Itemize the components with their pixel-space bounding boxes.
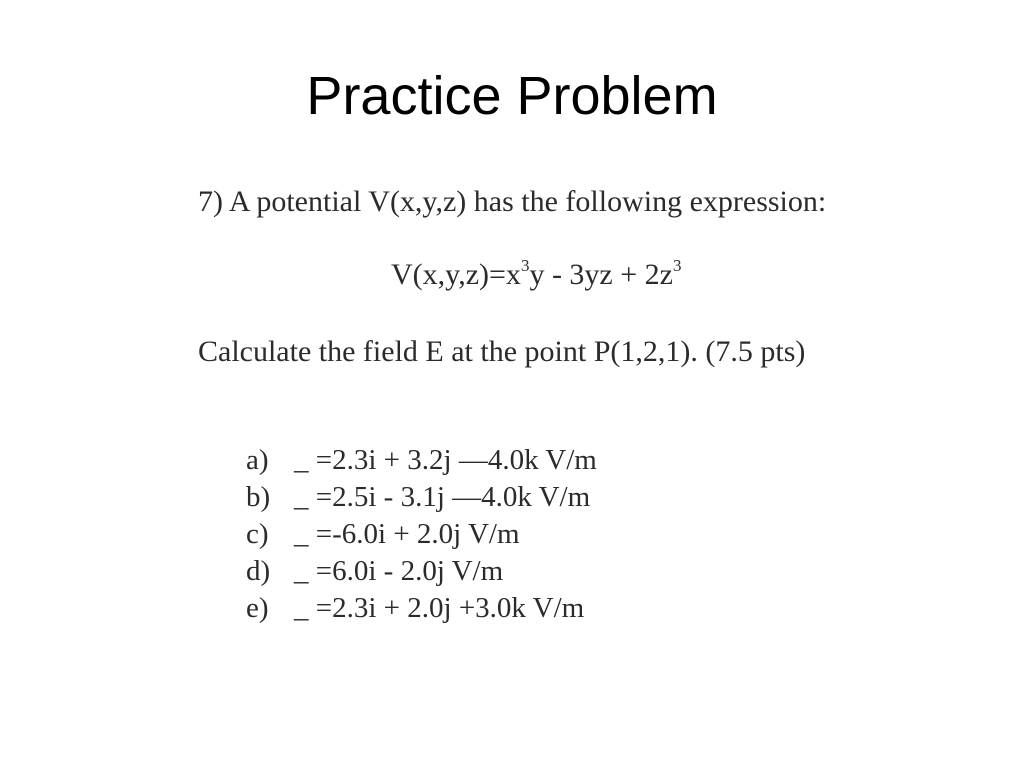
option-text: _ =6.0i - 2.0j V/m [294, 555, 504, 587]
answer-option-a [246, 442, 597, 479]
option-letter: b) [246, 481, 271, 513]
answer-options [246, 442, 597, 627]
formula-part-1: V(x,y,z)=x [391, 258, 521, 291]
formula-exponent-1: 3 [520, 256, 530, 275]
question-text: 7) A potential V(x,y,z) has the following expression: [198, 185, 827, 218]
answer-option-e [246, 590, 597, 627]
formula-part-2: y - 3yz + 2z [529, 258, 673, 291]
task-text: Calculate the field E at the point P(1,2,1). (7.5 pts) [198, 335, 806, 368]
option-letter: a) [246, 444, 269, 476]
potential-formula [391, 255, 681, 295]
option-text: _ =2.3i + 2.0j +3.0k V/m [294, 592, 585, 624]
answer-option-b [246, 479, 597, 516]
formula-exponent-2: 3 [672, 256, 682, 275]
option-letter: c) [246, 518, 269, 550]
answer-option-c [246, 516, 597, 553]
slide-title: Practice Problem [306, 66, 718, 126]
option-text: _ =-6.0i + 2.0j V/m [294, 518, 520, 550]
answer-option-d [246, 553, 597, 590]
option-text: _ =2.5i - 3.1j —4.0k V/m [294, 481, 591, 513]
option-text: _ =2.3i + 3.2j —4.0k V/m [294, 444, 597, 476]
option-letter: e) [246, 592, 269, 624]
option-letter: d) [246, 555, 271, 587]
